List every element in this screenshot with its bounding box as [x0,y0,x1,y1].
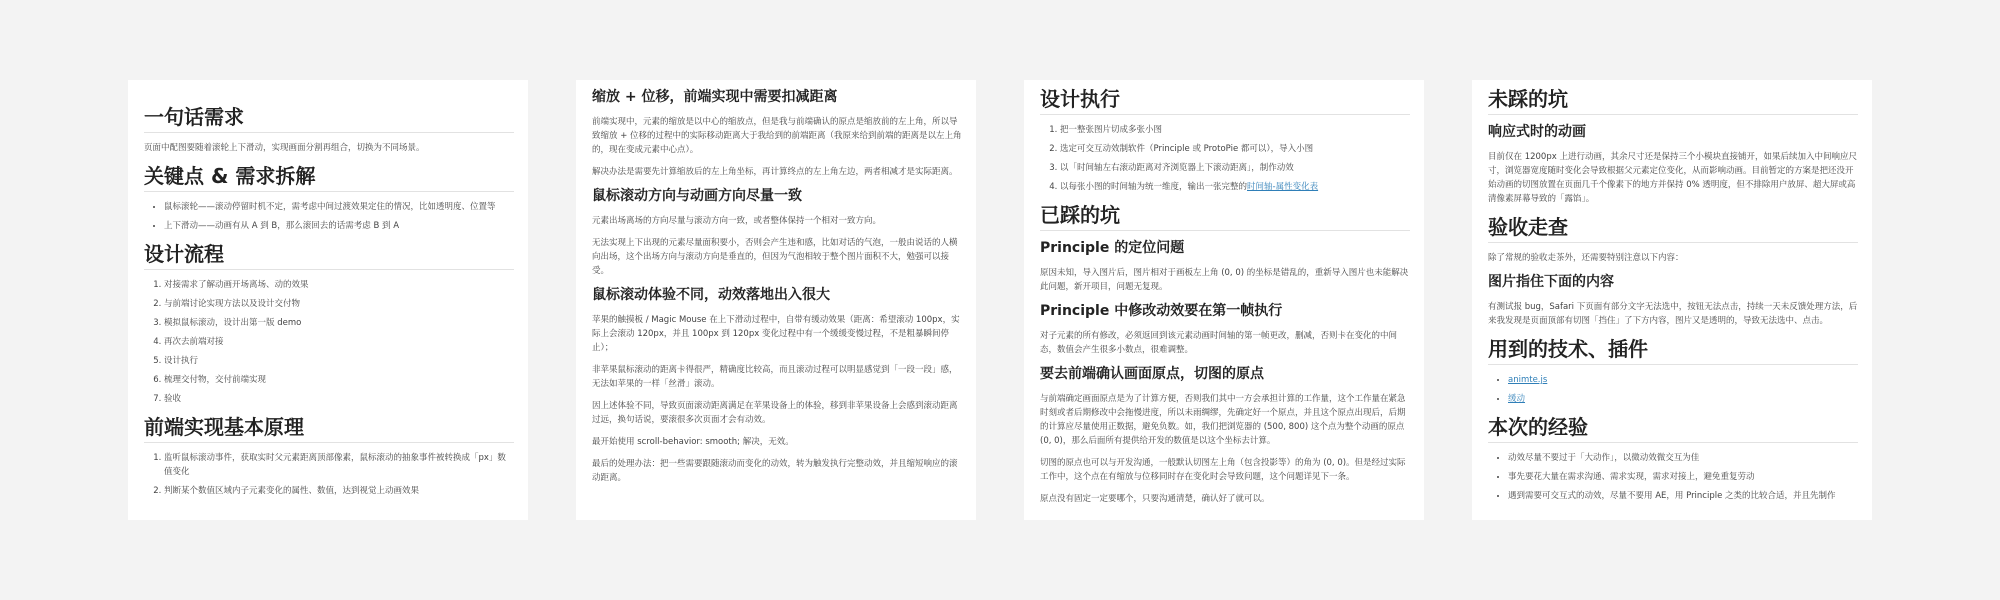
heading-origin: 要去前端确认画面原点，切图的原点 [1040,366,1264,382]
heading-tech: 用到的技术、插件 [1488,336,1858,365]
list-item [1508,373,1858,387]
paragraph: 切图的原点也可以与开发沟通，一般默认切图左上角（包含投影等）的角为 (0, 0)。但是经过实际工作中，这个点在有缩放与位移同时存在变化时会导致问题，这个问题详见下一条。 [1040,458,1406,482]
paragraph: 无法实现上下出现的元素尽量面积要小，否则会产生违和感，比如对话的气泡，一般由说话的人横向出场，这个出场方向与滚动方向是垂直的，但因为气泡相较于整个图片面积不大，勉强可以接受。 [592,238,958,276]
paragraph: 非苹果鼠标滚动的距离卡得很严，精确度比较高，而且滚动过程可以明显感觉到「一段一段」感，无法如苹果的一样「丝滑」滚动。 [592,365,958,389]
heading-unstepped: 未踩的坑 [1488,86,1858,115]
heading-principle: 前端实现基本原理 [144,414,514,443]
paragraph: 最开始使用 scroll-behavior: smooth; 解决，无效。 [592,437,794,447]
list-item: 2. 选定可交互动效制软件（Principle 或 ProtoPie 都可以），导入小图 [1060,142,1410,156]
list-item: • 遇到需要可交互式的动效，尽量不要用 AE，用 Principle 之类的比较合适，并且先制作 [1508,489,1858,503]
list-item [1060,180,1410,194]
lessons-list [1488,451,1858,503]
list-item: 3. 模拟鼠标滚动，设计出第一版 demo [164,316,514,330]
paragraph: 因上述体验不同，导致页面滚动距离满足在苹果设备上的体验，移到非苹果设备上会感到滚动距离过远，换句话说，要滚很多次页面才会有动效。 [592,401,958,425]
heading-pitfalls: 已踩的坑 [1040,202,1410,231]
heading-one-sentence: 一句话需求 [144,104,514,133]
keypoints-list [144,200,514,233]
list-item: • 上下滑动——动画有从 A 到 B，那么滚回去的话需考虑 B 到 A [164,219,514,233]
principle-list [144,451,514,498]
heading-keypoints: 关键点 & 需求拆解 [144,163,514,192]
list-item: 7. 验收 [164,392,514,406]
list-item: 1. 把一整张图片切成多张小图 [1060,123,1410,137]
execute-list [1040,123,1410,194]
paragraph: 苹果的触摸板 / Magic Mouse 在上下滑动过程中，自带有缓动效果（距离：希望滚动 100px，实际上会滚动 120px，并且 100px 到 120px 变化过程中有一个缓缓变慢过程，不是粗暴瞬间停止）； [592,315,960,353]
heading-scale: 缩放 + 位移，前端实现中需要扣减距离 [592,89,838,105]
paragraph: 除了常规的验收走茶外，还需要特别注意以下内容： [1488,253,1684,263]
paragraph: 原点没有固定一定要哪个，只要沟通清楚，确认好了就可以。 [1040,494,1270,504]
heading-experience: 鼠标滚动体验不同，动效落地出入很大 [592,287,830,303]
paragraph: 有测试报 bug，Safari 下页面有部分文字无法选中，按钮无法点击，持续一天未反馈处理方法，后来我发现是页面顶部有切图「挡住」了下方内容，图片又是透明的，导致无法选中、点击。 [1488,302,1858,326]
easing-link[interactable]: 缓动 [1508,394,1526,404]
doc-page-1 [128,80,528,520]
list-item [1508,392,1858,406]
paragraph: 最后的处理办法：把一些需要跟随滚动而变化的动效，转为触发执行完整动效，并且缩短响应的滚动距离。 [592,459,958,483]
animejs-link[interactable]: animte.js [1508,375,1548,385]
heading-execute: 设计执行 [1040,86,1410,115]
paragraph: 前端实现中，元素的缩放是以中心的缩放点，但是我与前端确认的原点是缩放前的左上角，所以导致缩放 + 位移的过程中的实际移动距离大于我给到的前端距离（我原来给到前端的距离是以左上角的，现在变成元素中心点）。 [592,117,962,155]
doc-page-2 [576,80,976,520]
paragraph: 原因未知，导入图片后，图片相对于画板左上角 (0, 0) 的坐标是错乱的，重新导入图片也未能解决此问题，新开项目，问题无复现。 [1040,268,1409,292]
paragraph: 与前端确定画面原点是为了计算方便，否则我们其中一方会承担计算的工作量，这个工作量在紧急时刻或者后期修改中会拖慢进度，所以未雨绸缪，先确定好一个原点，并且这个原点出现后，后期的计算应尽量使用正数据，避免负数。如，我们把浏览器的 (500, 800) 这个点为整个动画的原点 (0, 0)，那么后面所有提供给开发的数值是以这个坐标去计算。 [1040,394,1406,446]
list-item: 2. 判断某个数值区域内子元素变化的属性、数值，达到视觉上动画效果 [164,484,514,498]
heading-anchor: Principle 的定位问题 [1040,240,1185,256]
paragraph: 元素出场离场的方向尽量与滚动方向一致，或者整体保持一个相对一致方向。 [592,216,882,226]
flow-list [144,278,514,406]
paragraph: 解决办法是需要先计算缩放后的左上角坐标，再计算终点的左上角左边，两者相减才是实际距离。 [592,167,958,177]
list-item: 3. 以「时间轴左右滚动距离对齐浏览器上下滚动距离」，制作动效 [1060,161,1410,175]
timeline-table-link[interactable]: 时间轴-属性变化表 [1247,182,1319,192]
heading-lessons: 本次的经验 [1488,414,1858,443]
heading-direction: 鼠标滚动方向与动画方向尽量一致 [592,188,802,204]
list-item: 4. 再次去前端对接 [164,335,514,349]
heading-responsive: 响应式时的动画 [1488,124,1586,140]
heading-image-stuck: 图片指住下面的内容 [1488,274,1614,290]
list-item: 1. 监听鼠标滚动事件，获取实时父元素距离顶部像素，鼠标滚动的抽象事件被转换成「px」数值变化 [164,451,514,479]
list-item-text: 以每张小图的时间轴为统一维度，输出一张完整的 [1060,182,1248,192]
tech-list [1488,373,1858,406]
list-item: 2. 与前端讨论实现方法以及设计交付物 [164,297,514,311]
list-item: • 动效尽量不要过于「大动作」，以微动效微交互为佳 [1508,451,1858,465]
doc-page-3 [1024,80,1424,520]
heading-flow: 设计流程 [144,241,514,270]
paragraph: 目前仅在 1200px 上进行动画，其余尺寸还是保持三个小模块直接铺开，如果后续加入中间响应尺寸，浏览器宽度随时变化会导致根据父元素定位变化，从而影响动画。目前暂定的方案是把还没开始动画的切图放置在页面几千个像素下的地方并保持 0% 透明度，但不排除用户放屏、超大屏或高清像素屏幕导致的「露馅」。 [1488,152,1857,204]
doc-page-4 [1472,80,1872,520]
list-item: • 事先要花大量在需求沟通、需求实现，需求对接上，避免重复劳动 [1508,470,1858,484]
list-item: 1. 对接需求了解动画开场离场、动的效果 [164,278,514,292]
list-item: • 鼠标滚轮——滚动停留时机不定，需考虑中间过渡效果定住的情况，比如透明度、位置等 [164,200,514,214]
heading-acceptance: 验收走查 [1488,214,1858,243]
one-sentence-text: 页面中配图要随着滚轮上下滑动，实现画面分割再组合，切换为不同场景。 [144,143,425,153]
heading-first-frame: Principle 中修改动效要在第一帧执行 [1040,303,1283,319]
list-item: 5. 设计执行 [164,354,514,368]
paragraph: 对子元素的所有修改，必须返回到该元素动画时间轴的第一帧更改，删减，否则卡在变化的中间态，数值会产生很多小数点，很难调整。 [1040,331,1398,355]
list-item: 6. 梳理交付物，交付前端实现 [164,373,514,387]
